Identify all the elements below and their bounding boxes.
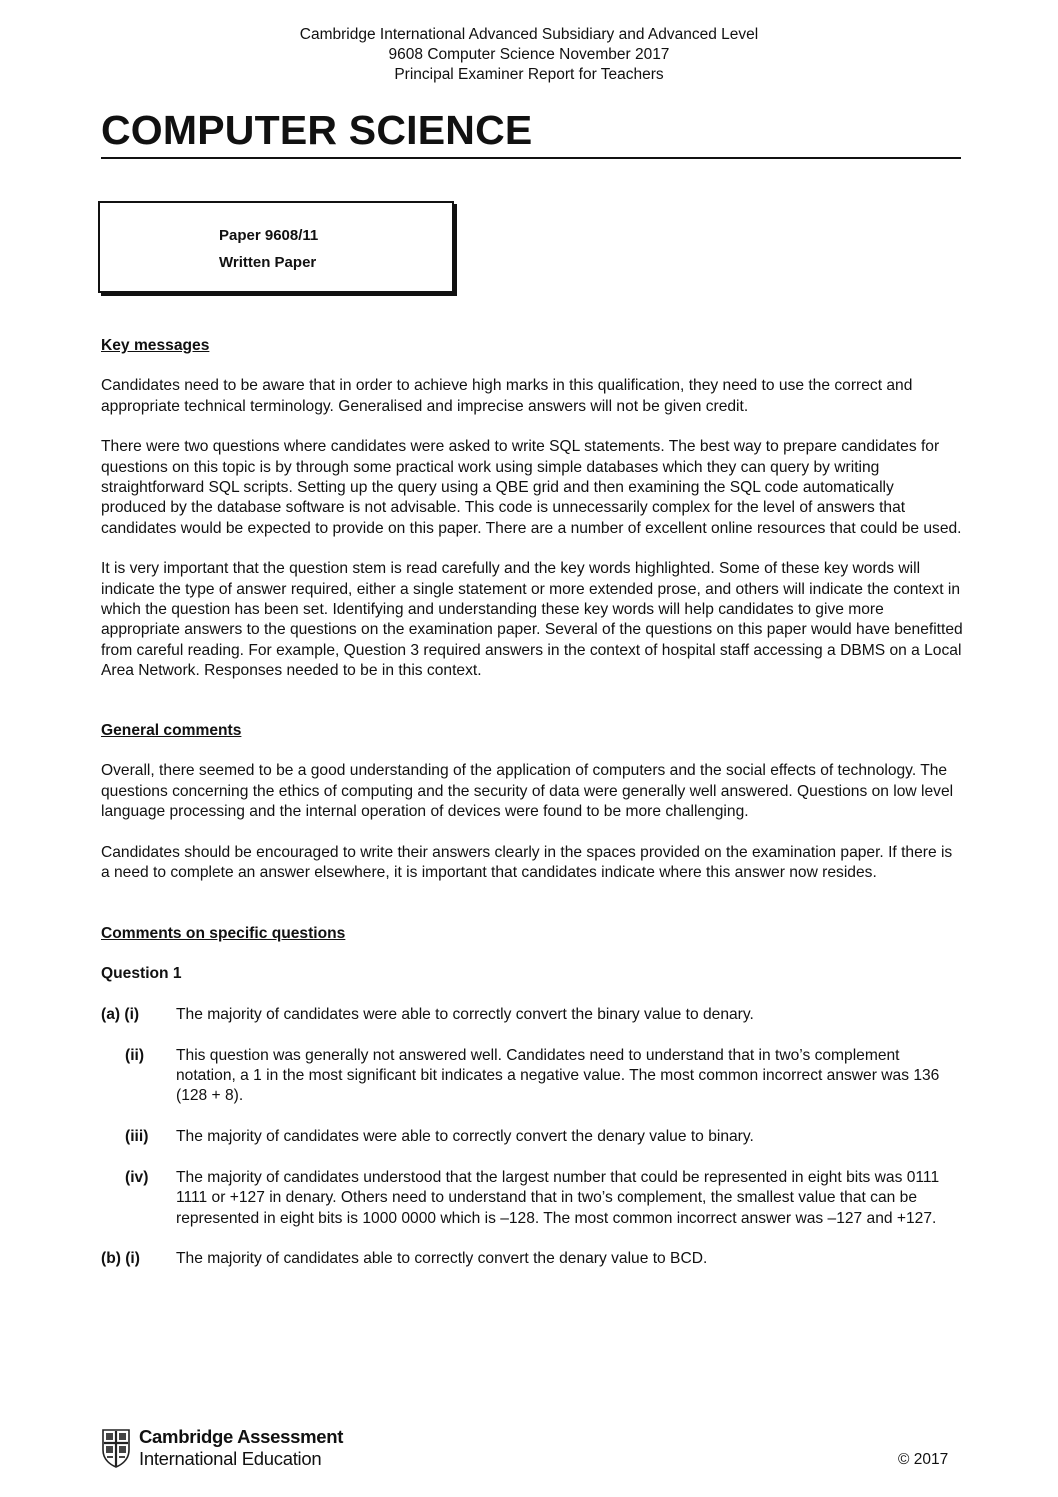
paper-number: Paper 9608/11 — [219, 227, 319, 244]
part-label: (iii) — [125, 1128, 149, 1146]
general-comment-paragraph: Candidates should be encouraged to write their answers clearly in the spaces provided on the examination paper. If there is a need to complete an answer elsewhere, it is important that candidates indicate where this answer now resides. — [101, 843, 953, 882]
part-comment: The majority of candidates were able to correctly convert the binary value to denary. — [176, 1006, 754, 1024]
cambridge-logo — [101, 1425, 401, 1475]
header-line-1: Cambridge International Advanced Subsidiary and Advanced Level — [299, 26, 759, 43]
part-label: (a) (i) — [101, 1006, 140, 1024]
part-comment: The majority of candidates able to correctly convert the denary value to BCD. — [176, 1250, 708, 1268]
part-label: (iv) — [125, 1169, 149, 1187]
answer-comment-item — [101, 1168, 963, 1229]
page-title: COMPUTER SCIENCE — [101, 107, 533, 153]
paper-type: Written Paper — [219, 254, 317, 271]
header-line-2: 9608 Computer Science November 2017 — [388, 46, 670, 63]
paper-info-box — [98, 201, 454, 293]
key-message-paragraph: There were two questions where candidates were asked to write SQL statements. The best way to prepare candidates for questions on this topic is by through some practical work using simple databases which they can query by writing straightforward SQL scripts. Setting up the query using a QBE grid and then examining the SQL code automatically produced by the database software is not advisable. This code is unnecessarily complex for the level of answers that candidates would be expected to provide on this paper. There are a number of excellent online resources that could be used. — [101, 438, 962, 537]
copyright-notice: © 2017 — [898, 1451, 949, 1468]
general-comments-heading: General comments — [101, 722, 242, 740]
answer-comment-item — [101, 1005, 963, 1025]
logo-text-line2: International Education — [139, 1448, 322, 1469]
key-messages-heading: Key messages — [101, 337, 210, 354]
crest-icon — [101, 1428, 131, 1468]
key-message-paragraph: It is very important that the question stem is read carefully and the key words highlighted. Some of these key words will indicate the type of answer required, either a single statement or more extended prose, and others will indicate the context in which the question has been set. Identifying and understanding these key words will help candidates to give more appropriate answers to the questions on the examination paper. Several of the questions on this paper would have benefitted from careful reading. For example, Question 3 required answers in the context of hospital staff accessing a DBMS on a Local Area Network. Responses needed to be in this context. — [101, 560, 963, 679]
part-comment: The majority of candidates understood that the largest number that could be represented in eight bits was 0111 1111 or +127 in denary. Others need to understand that in two’s complement, the smallest value that can be represented in eight bits is 1000 0000 which is –128. The most common incorrect answer was –127 and +127. — [176, 1169, 940, 1227]
part-label: (ii) — [125, 1046, 145, 1064]
part-comment: This question was generally not answered well. Candidates need to understand that in two’s complement notation, a 1 in the most significant bit indicates a negative value. The most common incorrect answer was 136 (128 + 8). — [176, 1046, 940, 1105]
answer-comment-item — [101, 1046, 963, 1107]
logo-text-line1: Cambridge Assessment — [139, 1426, 344, 1447]
part-comment: The majority of candidates were able to correctly convert the denary value to binary. — [176, 1128, 754, 1146]
report-header — [0, 25, 1058, 85]
specific-comments-heading: Comments on specific questions — [101, 925, 346, 943]
answer-comment-item — [101, 1249, 963, 1269]
question-heading: Question 1 — [101, 964, 182, 982]
part-label: (b) (i) — [101, 1250, 140, 1268]
header-line-3: Principal Examiner Report for Teachers — [394, 66, 664, 83]
report-body — [101, 336, 963, 1270]
key-message-paragraph: Candidates need to be aware that in order to achieve high marks in this qualification, they need to use the correct and appropriate technical terminology. Generalised and imprecise answers will not be given credit. — [101, 377, 913, 415]
answer-comment-item — [101, 1127, 963, 1147]
general-comment-paragraph: Overall, there seemed to be a good understanding of the application of computers and the social effects of technology. The questions concerning the ethics of computing and the security of data were generally well answered. Questions on low level language processing and the internal operation of devices were found to be more challenging. — [101, 762, 954, 821]
title-rule — [101, 157, 961, 159]
